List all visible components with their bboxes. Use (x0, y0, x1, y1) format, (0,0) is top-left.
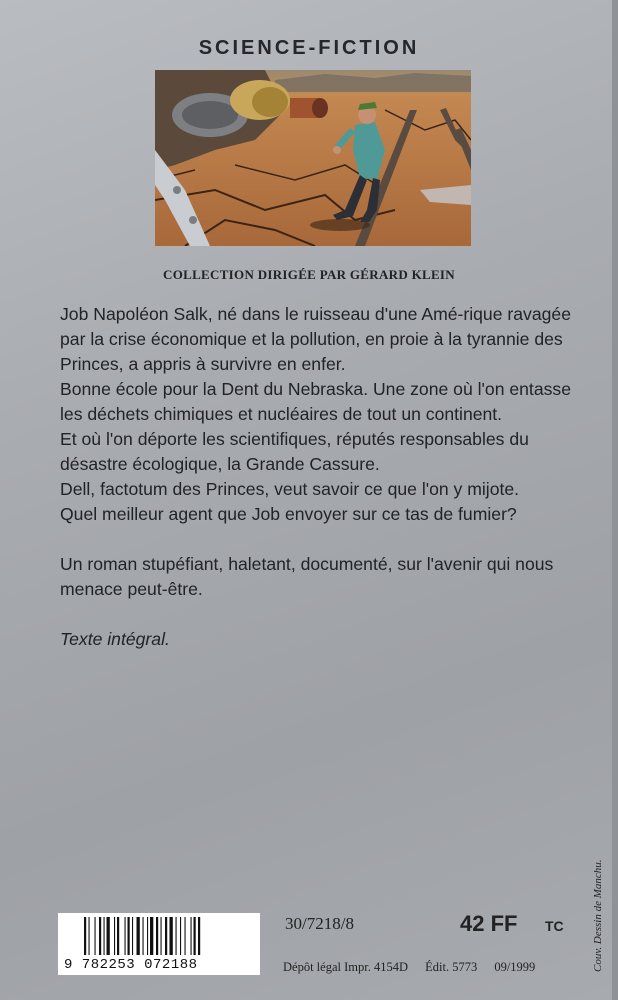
barcode-bar (104, 917, 105, 955)
edition-number: Édit. 5773 (425, 960, 478, 974)
barcode-bar (185, 917, 186, 955)
barcode-bar (125, 917, 126, 955)
barcode-bar (176, 917, 177, 955)
cover-illustration-image (155, 70, 471, 246)
barcode-bar (170, 917, 173, 955)
barcode-bar (198, 917, 200, 955)
barcode-bar (84, 917, 86, 955)
barcode-bar (117, 917, 119, 955)
barcode-bar (150, 917, 153, 955)
barcode-bars (84, 917, 234, 955)
barcode (58, 913, 260, 975)
blurb-text (60, 302, 580, 652)
series-title: SCIENCE-FICTION (198, 37, 420, 59)
barcode-number: 9 782253 072188 (64, 957, 198, 973)
blurb-tagline: Un roman stupéfiant, haletant, documenté, sur l'avenir qui nous menace peut-être. (60, 554, 554, 599)
blurb-paragraph: Et où l'on déporte les scientifiques, réputés responsables du désastre écologique, la Grande Cassure. (60, 429, 529, 474)
barcode-bar (89, 917, 90, 955)
barcode-bar (107, 917, 110, 955)
blurb-paragraph: Bonne école pour la Dent du Nebraska. Une zone où l'on entasse les déchets chimiques et nucléaires de tout un continent. (60, 379, 571, 424)
cover-credit: Couv. Dessin de Manchu. (592, 859, 604, 972)
barcode-bar (143, 917, 144, 955)
barcode-bar (95, 917, 96, 955)
barcode-bar (128, 917, 130, 955)
price: 42 FF (460, 911, 518, 936)
legal-deposit-line (283, 960, 583, 975)
barcode-bar (132, 917, 133, 955)
cover-illustration (155, 70, 471, 246)
catalog-code: 30/7218/8 (285, 914, 354, 933)
print-date: 09/1999 (494, 960, 536, 974)
barcode-bar (191, 917, 192, 955)
barcode-bar (161, 917, 162, 955)
barcode-bar (114, 917, 115, 955)
barcode-bar (180, 917, 181, 955)
barcode-bar (156, 917, 158, 955)
price-suffix: TC (545, 918, 564, 934)
barcode-bar (147, 917, 148, 955)
barcode-bar (137, 917, 140, 955)
integral-text-note: Texte intégral. (60, 629, 170, 649)
legal-deposit: Dépôt légal Impr. 4154D (283, 960, 408, 974)
barcode-bar (165, 917, 167, 955)
blurb-paragraph: Job Napoléon Salk, né dans le ruisseau d'une Amé-rique ravagée par la crise économique et la pollution, en proie à la tyrannie des Princes, a appris à survivre en enfer. (60, 304, 571, 374)
barcode-bar (99, 917, 101, 955)
barcode-bar (194, 917, 196, 955)
blurb-paragraph: Dell, factotum des Princes, veut savoir ce que l'on y mijote. (60, 479, 520, 499)
blurb-paragraph: Quel meilleur agent que Job envoyer sur ce tas de fumier? (60, 504, 517, 524)
collection-director: COLLECTION DIRIGÉE PAR GÉRARD KLEIN (163, 267, 455, 282)
